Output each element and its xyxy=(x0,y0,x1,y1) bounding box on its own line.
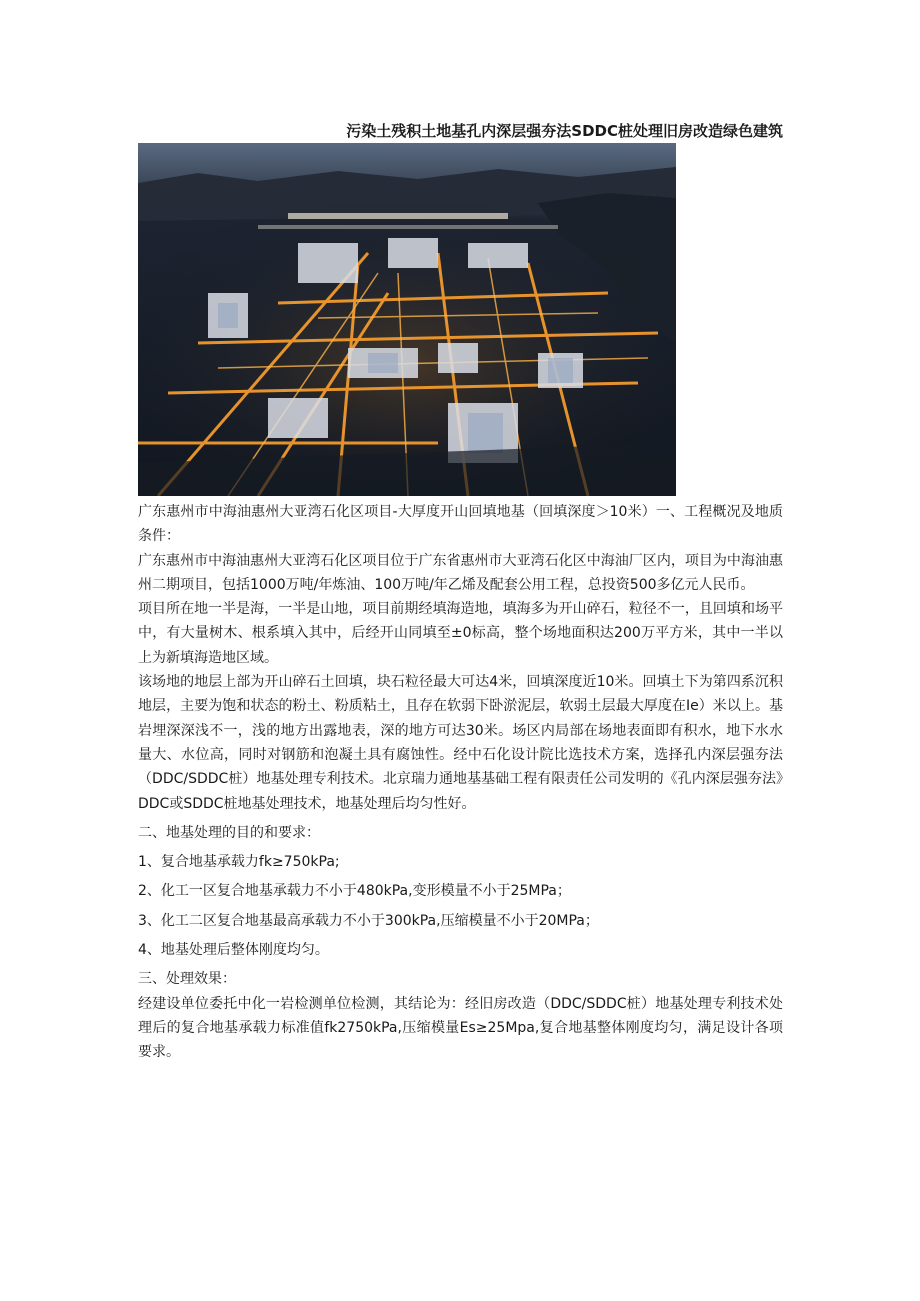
paragraph-project-location: 广东惠州市中海油惠州大亚湾石化区项目位于广东省惠州市大亚湾石化区中海油厂区内，项目为中海油惠州二期项目，包括1000万吨/年炼油、100万吨/年乙烯及配套公用工程，总投资500多亿元人民币。 xyxy=(138,552,783,593)
requirement-item-2: 2、化工一区复合地基承载力不小于480kPa,变形模量不小于25MPa； xyxy=(138,883,571,900)
document-title: 污染土残积土地基孔内深层强夯法SDDC桩处理旧房改造绿色建筑 xyxy=(346,122,783,140)
document-body xyxy=(138,500,783,1065)
section-heading-results: 三、处理效果： xyxy=(138,971,236,988)
requirement-item-4: 4、地基处理后整体刚度均匀。 xyxy=(138,942,329,959)
requirement-item-1: 1、复合地基承载力fk≥750kPa; xyxy=(138,854,340,871)
aerial-night-petrochemical-park-photo xyxy=(138,143,676,496)
section-heading-requirements: 二、地基处理的目的和要求： xyxy=(138,824,320,841)
paragraph-site-conditions: 项目所在地一半是海，一半是山地，项目前期经填海造地，填海多为开山碎石，粒径不一，且回填和场平中，有大量树木、根系填入其中，后经开山同填至±0标高，整个场地面积达200万平方米，其中一半以上为新填海造地区域。 xyxy=(138,601,783,666)
paragraph-results: 经建设单位委托中化一岩检测单位检测，其结论为：经旧房改造（DDC/SDDC桩）地基处理专利技术处理后的复合地基承载力标准值fk2750kPa,压缩模量Es≥25Mpa,复合地基整体刚度均匀，满足设计各项要求。 xyxy=(138,995,783,1061)
requirement-item-3: 3、化工二区复合地基最高承载力不小于300kPa,压缩模量不小于20MPa； xyxy=(138,912,599,929)
paragraph-project-heading: 广东惠州市中海油惠州大亚湾石化区项目-大厚度开山回填地基（回填深度＞10米）一、工程概况及地质条件： xyxy=(138,504,783,545)
paragraph-geology: 该场地的地层上部为开山碎石土回填，块石粒径最大可达4米，回填深度近10米。回填土下为第四系沉积地层，主要为饱和状态的粉土、粉质粘土，且存在软弱下卧淤泥层，软弱土层最大厚度在Ie）米以上。基岩埋深深浅不一，浅的地方出露地表，深的地方可达30米。场区内局部在场地表面即有积水，地下水水量大、水位高，同时对钢筋和泡凝土具有腐蚀性。经中石化设计院比选技术方案，选择孔内深层强夯法（DDC/SDDC桩）地基处理专利技术。北京瑞力通地基基础工程有限责任公司发明的《孔内深层强夯法》DDC或SDDC桩地基处理技术，地基处理后均匀性好。 xyxy=(138,674,783,812)
